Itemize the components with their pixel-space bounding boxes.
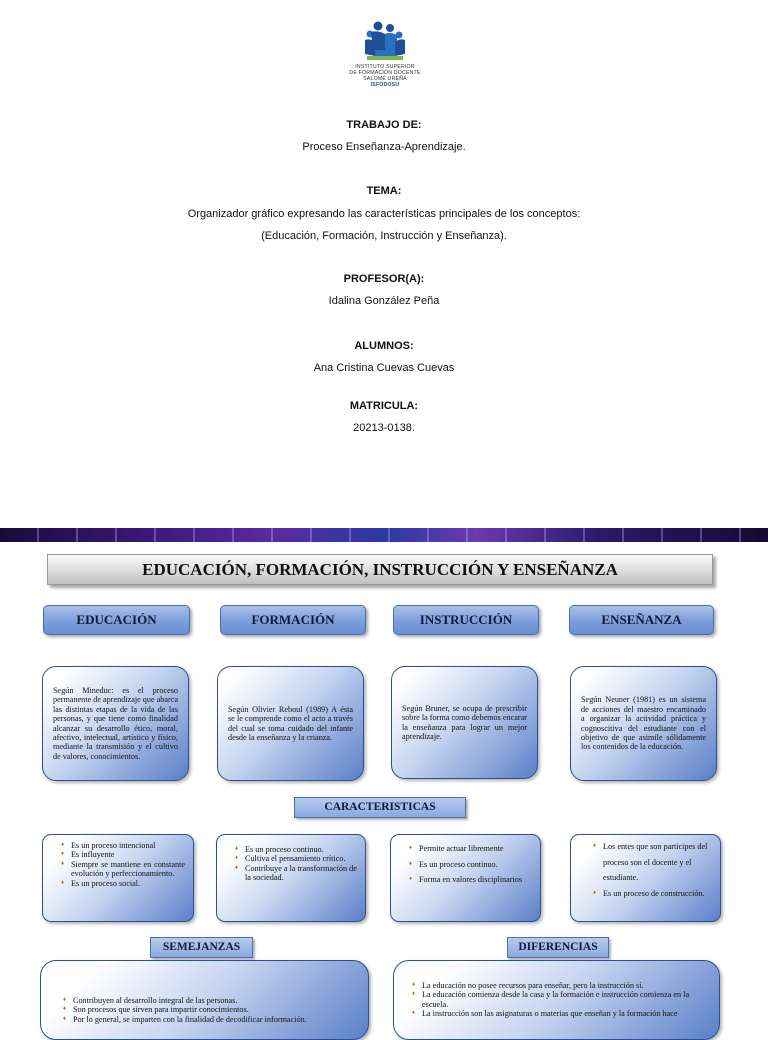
decorative-band xyxy=(0,528,768,542)
organizer-title: EDUCACIÓN, FORMACIÓN, INSTRUCCIÓN Y ENSEÑANZA xyxy=(47,554,713,585)
list-item: ♦ Es un proceso social. xyxy=(61,879,185,888)
list-item: ♦ La educación comienza desde la casa y la formación e instrucción comienza en la escuela. xyxy=(412,990,709,1009)
list-item: ♦ Siempre se mantiene en constante evolución y perfeccionamiento. xyxy=(61,860,185,879)
profesor-value: Idalina González Peña xyxy=(328,295,440,307)
semejanzas-label: SEMEJANZAS xyxy=(150,937,253,958)
diferencias-box xyxy=(393,960,720,1040)
caracteristicas-educacion xyxy=(42,834,194,922)
header-ensenanza: ENSEÑANZA xyxy=(569,605,714,635)
header-formacion: FORMACIÓN xyxy=(220,605,366,635)
logo-line: DE FORMACIÓN DOCENTE xyxy=(349,70,421,76)
list-item: ♦ Los entes que son participes del proceso son el docente y el estudiante. xyxy=(593,839,712,886)
definition-text: Según Bruner, se ocupa de prescribir sobre la forma como debemos encarar la enseñanza para lograr un mejor aprendizaje. xyxy=(402,703,527,741)
logo-text xyxy=(345,64,425,88)
institution-logo xyxy=(345,20,425,104)
definition-ensenanza xyxy=(570,666,717,781)
definition-educacion xyxy=(42,666,189,781)
list-item: ♦ Contribuyen al desarrollo integral de las personas. xyxy=(63,996,358,1005)
list-item: ♦ Es un proceso continuo. xyxy=(409,857,532,873)
list-item: ♦ Es un proceso continuo. xyxy=(235,845,357,854)
list-item: ♦ Son procesos que sirven para impartir conocimientos. xyxy=(63,1005,358,1014)
tema-line-1: Organizador gráfico expresando las características principales de los conceptos: xyxy=(187,208,581,220)
list-item: ♦ Es influyente xyxy=(61,850,185,859)
header-instruccion: INSTRUCCIÓN xyxy=(393,605,539,635)
caracteristicas-ensenanza xyxy=(570,834,721,922)
logo-line: SALOMÉ UREÑA xyxy=(363,76,407,82)
matricula-value: 20213-0138. xyxy=(353,422,415,434)
list-item: ♦ Por lo general, se imparten con la finalidad de decodificar información. xyxy=(63,1015,358,1024)
definition-text: Según Neuner (1981) es un sistema de acciones del maestro encaminado a organizar la actividad práctica y cognoscitiva del estudiante con el objetivo de que asimile sólidamente los contenidos de la educación. xyxy=(581,695,706,752)
definition-text: Según Olivier Reboul (1989) A ésta se le comprende como el acto a través del cual se toma cuidado del infante desde la enseñanza y la crianza. xyxy=(228,704,353,742)
diferencias-label: DIFERENCIAS xyxy=(507,937,609,958)
definition-instruccion xyxy=(391,666,538,779)
logo-acronym: ISFODOSU xyxy=(370,82,400,88)
list-item: ♦ Es un proceso de construcción. xyxy=(593,886,712,902)
list-item: ♦ Contribuye a la transformación de la sociedad. xyxy=(235,864,357,883)
semejanzas-box xyxy=(40,960,369,1040)
list-item: ♦ Permite actuar libremente xyxy=(409,841,532,857)
list-item: ♦ La instrucción son las asignaturas o materias que enseñan y la formación hace xyxy=(412,1009,709,1018)
trabajo-value: Proceso Enseñanza-Aprendizaje. xyxy=(302,141,466,153)
tema-line-2: (Educación, Formación, Instrucción y Enseñanza). xyxy=(261,230,507,242)
trabajo-label: TRABAJO DE: xyxy=(346,119,422,131)
people-logo-icon xyxy=(361,20,409,64)
alumnos-label: ALUMNOS: xyxy=(354,340,414,352)
definition-formacion xyxy=(217,666,364,781)
list-item: ♦ Cultiva el pensamiento crítico. xyxy=(235,854,357,863)
definition-text: Según Mineduc: es el proceso permanente de aprendizaje que abarca las distintas etapas de la vida de las personas, y que tiene como finalidad alcanzar su desarrollo ético, moral, afectivo, intelectual, artístico y físico, mediante la transmisión y el cultivo de valores, conocimientos. xyxy=(53,685,179,761)
list-item: ♦ La educación no posee recursos para enseñar, pero la instrucción sí. xyxy=(412,981,709,990)
list-item: ♦ Forma en valores disciplinarios xyxy=(409,872,532,888)
list-item: ♦ Es un proceso intencional xyxy=(61,841,185,850)
logo-line: INSTITUTO SUPERIOR xyxy=(355,64,415,70)
header-educacion: EDUCACIÓN xyxy=(43,605,190,635)
matricula-label: MATRICULA: xyxy=(349,400,419,412)
profesor-label: PROFESOR(A): xyxy=(343,273,425,285)
tema-label: TEMA: xyxy=(366,185,402,197)
caracteristicas-instruccion xyxy=(390,834,541,922)
caracteristicas-formacion xyxy=(216,834,366,922)
alumnos-value: Ana Cristina Cuevas Cuevas xyxy=(313,362,455,374)
caracteristicas-label: CARACTERISTICAS xyxy=(294,797,466,818)
